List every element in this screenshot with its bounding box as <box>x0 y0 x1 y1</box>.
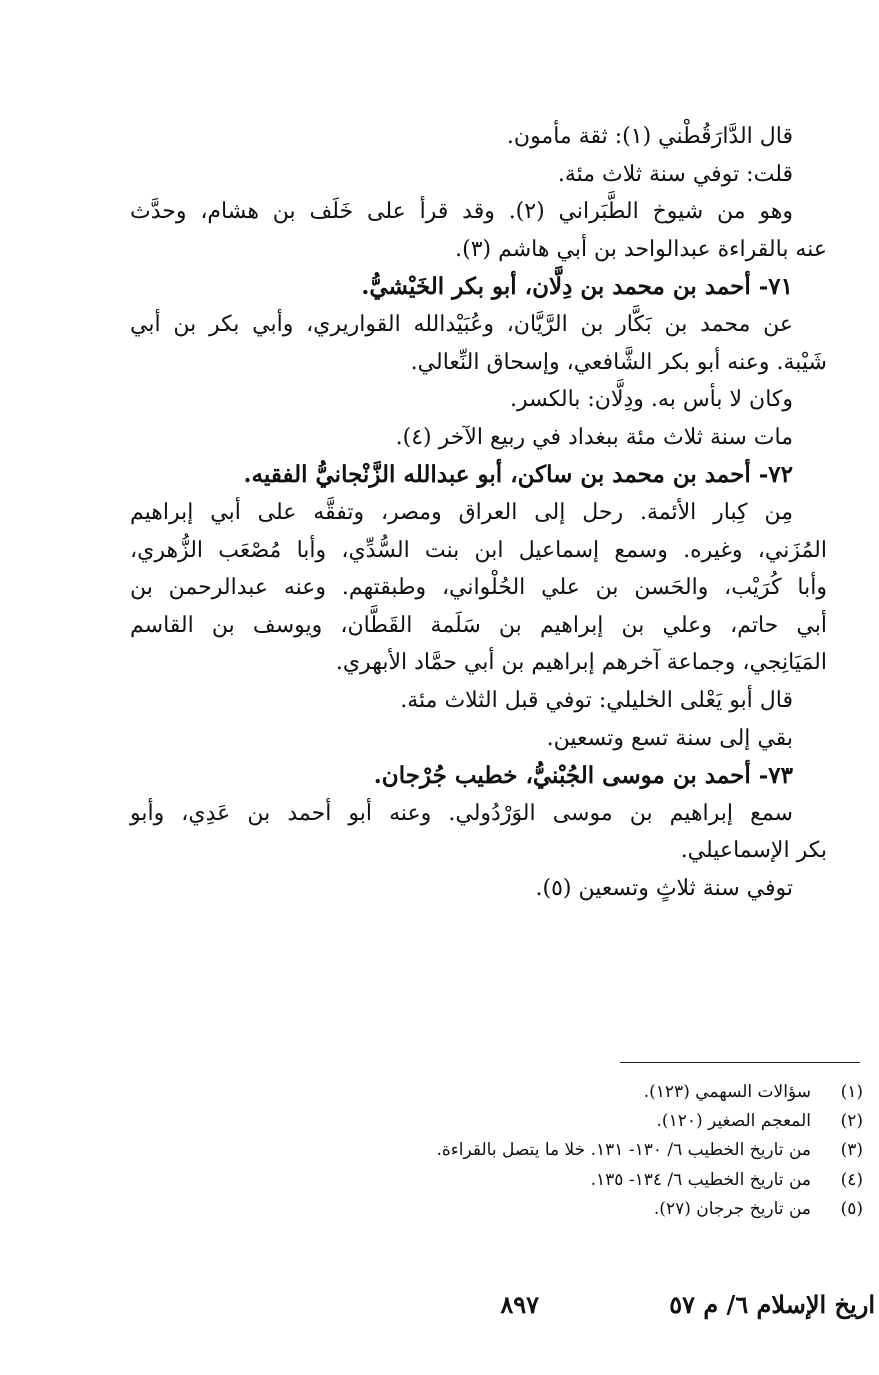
text-line: عنه بالقراءة عبدالواحد بن أبي هاشم (٣). <box>455 236 827 262</box>
text-line: قلت: توفي سنة ثلاث مئة. <box>557 161 793 187</box>
footnote-separator <box>620 1062 860 1063</box>
main-text <box>130 118 827 907</box>
running-footer <box>0 1290 879 1330</box>
text-line: وهو من شيوخ الطَّبَراني (٢). وقد قرأ على خَلَف بن هشام، وحدَّث <box>130 199 793 225</box>
entry-heading: ٧٣- أحمد بن موسى الجُبْنيُّ، خطيب جُرْجان. <box>373 762 793 790</box>
footnote-text: سؤالات السهمي (١٢٣). <box>643 1082 811 1102</box>
footnote <box>300 1136 863 1165</box>
page-number: ٨٩٧ <box>500 1290 539 1319</box>
text-line: قال الدَّارَقُطْني (١): ثقة مأمون. <box>506 124 793 149</box>
footnote <box>300 1107 863 1136</box>
text-line: توفي سنة ثلاثٍ وتسعين (٥). <box>535 875 793 901</box>
text-line: قال أبو يَعْلى الخليلي: توفي قبل الثلاث مئة. <box>400 687 793 713</box>
text-line: وكان لا بأس به. ودِلَّان: بالكسر. <box>509 387 793 413</box>
footnote-number: (٤) <box>840 1169 863 1190</box>
text-line: وأبا كُرَيْب، والحَسن بن علي الحُلْواني، وطبقتهم. وعنه عبدالرحمن بن <box>130 575 827 601</box>
text-line: بكر الإسماعيلي. <box>680 838 827 864</box>
text-line: شَيْبة. وعنه أبو بكر الشَّافعي، وإسحاق النِّعالي. <box>410 349 827 375</box>
footnote <box>300 1166 863 1195</box>
footnote-text: من تاريخ الخطيب ٦/ ١٣٠- ١٣١. خلا ما يتصل بالقراءة. <box>436 1140 811 1161</box>
footnote-text: المعجم الصغير (١٢٠). <box>656 1111 811 1132</box>
text-line: بقي إلى سنة تسع وتسعين. <box>546 725 793 751</box>
footnote-number: (٢) <box>840 1111 863 1132</box>
footnote-text: من تاريخ الخطيب ٦/ ١٣٤- ١٣٥. <box>590 1169 811 1190</box>
footnote-number: (٣) <box>840 1140 863 1161</box>
footnote <box>300 1195 863 1224</box>
text-line: مات سنة ثلاث مئة ببغداد في ربيع الآخر (٤). <box>395 424 793 450</box>
text-line: عن محمد بن بَكَّار بن الرَّيَّان، وعُبَيْدالله القواريري، وأبي بكر بن أبي <box>130 311 793 337</box>
footnotes <box>300 1078 863 1224</box>
entry-heading: ٧١- أحمد بن محمد بن دِلَّان، أبو بكر الخَيْشيُّ. <box>361 273 793 301</box>
footnote <box>300 1078 863 1107</box>
footnote-text: من تاريخ جرجان (٢٧). <box>653 1198 811 1219</box>
footnote-number: (١) <box>840 1082 863 1102</box>
text-line: سمع إبراهيم بن موسى الوَرْدُولي. وعنه أبو أحمد بن عَدِي، وأبو <box>130 800 793 826</box>
text-line: أبي حاتم، وعلي بن إبراهيم بن سَلَمة القَطَّان، ويوسف بن القاسم <box>130 612 827 638</box>
entry-heading: ٧٢- أحمد بن محمد بن ساكن، أبو عبدالله الزَّنْجانيُّ الفقيه. <box>243 461 793 489</box>
text-line: المَيَانِجي، وجماعة آخرهم إبراهيم بن أبي حمَّاد الأبهري. <box>335 650 827 676</box>
text-line: المُزَني، وغيره. وسمع إسماعيل ابن بنت السُّدِّي، وأبا مُصْعَب الزُّهري، <box>130 537 827 563</box>
text-line: مِن كِبار الأئمة. رحل إلى العراق ومصر، وتفقَّه على أبي إبراهيم <box>130 499 793 525</box>
footnote-number: (٥) <box>840 1198 863 1219</box>
running-title: اريخ الإسلام ٦/ م ٥٧ <box>669 1290 875 1319</box>
